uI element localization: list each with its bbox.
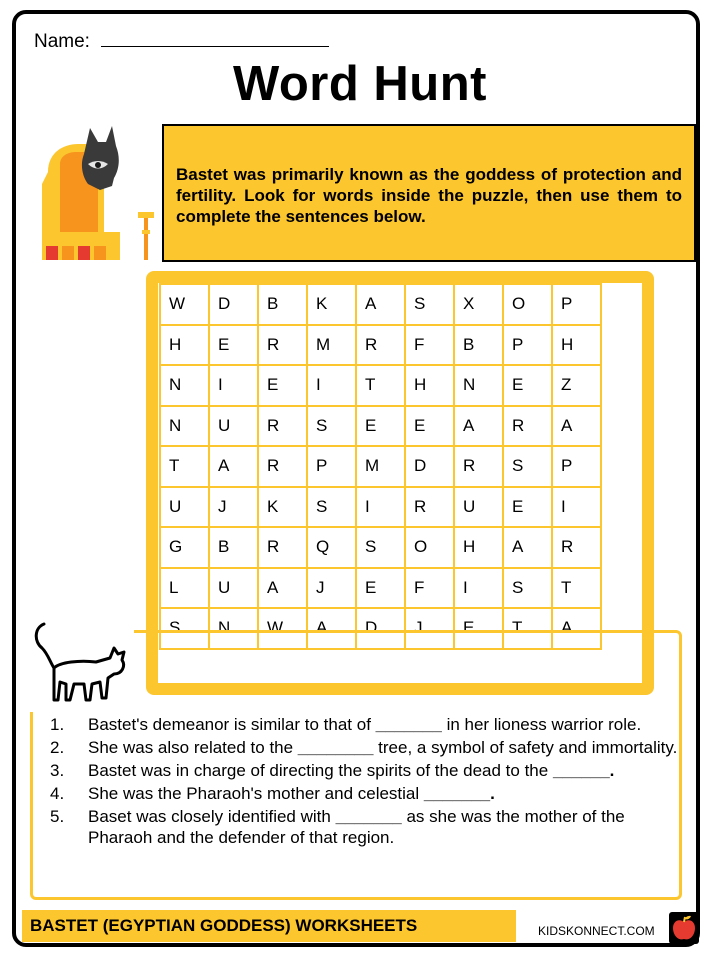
answer-blank[interactable]: _______: [423, 784, 491, 803]
grid-cell[interactable]: S: [307, 406, 356, 447]
questions-list: [50, 714, 680, 850]
grid-cell[interactable]: A: [307, 608, 356, 649]
grid-cell[interactable]: L: [160, 568, 209, 609]
grid-cell[interactable]: S: [503, 446, 552, 487]
grid-cell[interactable]: X: [454, 284, 503, 325]
question-number: 2.: [50, 738, 65, 757]
grid-cell[interactable]: A: [209, 446, 258, 487]
grid-row: [160, 365, 601, 406]
answer-blank[interactable]: _______: [375, 715, 442, 734]
grid-cell[interactable]: T: [160, 446, 209, 487]
apple-icon: [669, 912, 699, 944]
grid-cell[interactable]: S: [356, 527, 405, 568]
grid-cell[interactable]: P: [503, 325, 552, 366]
grid-cell[interactable]: O: [405, 527, 454, 568]
answer-blank[interactable]: _______: [335, 807, 402, 826]
grid-cell[interactable]: T: [552, 568, 601, 609]
grid-cell[interactable]: B: [454, 325, 503, 366]
grid-cell[interactable]: I: [552, 487, 601, 528]
question-text: Bastet's demeanor is similar to that of: [88, 715, 376, 734]
answer-blank[interactable]: ______: [552, 761, 610, 780]
question-text-end: .: [609, 761, 615, 780]
grid-cell[interactable]: U: [209, 568, 258, 609]
grid-cell[interactable]: E: [356, 568, 405, 609]
grid-cell[interactable]: R: [258, 325, 307, 366]
grid-cell[interactable]: R: [356, 325, 405, 366]
question-number: 1.: [50, 715, 65, 734]
grid-cell[interactable]: I: [356, 487, 405, 528]
grid-cell[interactable]: H: [454, 527, 503, 568]
grid-cell[interactable]: M: [356, 446, 405, 487]
grid-cell[interactable]: N: [160, 365, 209, 406]
grid-cell[interactable]: O: [503, 284, 552, 325]
question-text: She was also related to the: [88, 738, 298, 757]
intro-box: [162, 124, 696, 262]
grid-row: [160, 487, 601, 528]
grid-cell[interactable]: D: [209, 284, 258, 325]
grid-cell[interactable]: K: [307, 284, 356, 325]
grid-row: [160, 446, 601, 487]
grid-cell[interactable]: J: [405, 608, 454, 649]
grid-cell[interactable]: D: [356, 608, 405, 649]
grid-cell[interactable]: B: [258, 284, 307, 325]
grid-cell[interactable]: T: [356, 365, 405, 406]
brand-label: KIDSKONNECT.COM: [538, 924, 655, 938]
intro-text: Bastet was primarily known as the goddess of protection and fertility. Look for words inside the puzzle, then use them to complete the sentences below.: [176, 165, 682, 226]
question-item: [50, 760, 680, 781]
grid-cell[interactable]: H: [160, 325, 209, 366]
grid-cell[interactable]: R: [552, 527, 601, 568]
grid-cell[interactable]: W: [160, 284, 209, 325]
grid-cell[interactable]: N: [454, 365, 503, 406]
grid-cell[interactable]: S: [503, 568, 552, 609]
name-label: Name:: [34, 31, 90, 52]
grid-cell[interactable]: E: [503, 487, 552, 528]
grid-cell[interactable]: E: [209, 325, 258, 366]
grid-cell[interactable]: S: [307, 487, 356, 528]
grid-cell[interactable]: I: [209, 365, 258, 406]
grid-cell[interactable]: P: [307, 446, 356, 487]
question-item: [50, 806, 680, 848]
grid-cell[interactable]: P: [552, 284, 601, 325]
grid-cell[interactable]: T: [503, 608, 552, 649]
grid-cell[interactable]: J: [209, 487, 258, 528]
grid-cell[interactable]: J: [307, 568, 356, 609]
question-text-end: tree, a symbol of safety and immortality.: [373, 738, 678, 757]
grid-cell[interactable]: A: [552, 608, 601, 649]
grid-cell[interactable]: R: [258, 406, 307, 447]
question-item: [50, 714, 680, 735]
page-title: Word Hunt: [233, 57, 487, 111]
grid-cell[interactable]: K: [258, 487, 307, 528]
grid-cell[interactable]: P: [552, 446, 601, 487]
name-row: [34, 30, 329, 53]
grid-row: [160, 568, 601, 609]
grid-cell[interactable]: D: [405, 446, 454, 487]
question-text: Baset was closely identified with: [88, 807, 336, 826]
grid-cell[interactable]: N: [209, 608, 258, 649]
question-text-end: as she was the mother of the Pharaoh and the defender of that region.: [88, 807, 625, 847]
grid-cell[interactable]: U: [160, 487, 209, 528]
grid-cell[interactable]: N: [160, 406, 209, 447]
grid-cell[interactable]: Z: [552, 365, 601, 406]
cat-icon: [30, 618, 134, 712]
grid-cell[interactable]: M: [307, 325, 356, 366]
grid-row: [160, 284, 601, 325]
answer-blank[interactable]: ________: [297, 738, 374, 757]
grid-cell[interactable]: R: [454, 446, 503, 487]
goddess-illustration: [38, 124, 162, 264]
grid-cell[interactable]: S: [160, 608, 209, 649]
question-text: She was the Pharaoh's mother and celestial: [88, 784, 424, 803]
grid-cell[interactable]: A: [356, 284, 405, 325]
word-search-grid: [159, 283, 602, 650]
grid-cell[interactable]: B: [209, 527, 258, 568]
grid-cell[interactable]: Q: [307, 527, 356, 568]
question-number: 3.: [50, 761, 65, 780]
grid-cell[interactable]: R: [258, 446, 307, 487]
grid-cell[interactable]: E: [503, 365, 552, 406]
grid-cell[interactable]: R: [405, 487, 454, 528]
grid-cell[interactable]: F: [405, 325, 454, 366]
question-item: [50, 737, 680, 758]
grid-cell[interactable]: I: [307, 365, 356, 406]
grid-cell[interactable]: E: [356, 406, 405, 447]
grid-cell[interactable]: U: [209, 406, 258, 447]
grid-cell[interactable]: R: [258, 527, 307, 568]
grid-cell[interactable]: W: [258, 608, 307, 649]
cat-icon-area: [30, 618, 134, 712]
grid-row: [160, 527, 601, 568]
question-number: 5.: [50, 807, 65, 826]
grid-cell[interactable]: A: [552, 406, 601, 447]
grid-cell[interactable]: I: [454, 568, 503, 609]
grid-cell[interactable]: G: [160, 527, 209, 568]
grid-cell[interactable]: E: [405, 406, 454, 447]
grid-cell[interactable]: H: [405, 365, 454, 406]
question-text: Bastet was in charge of directing the spirits of the dead to the: [88, 761, 553, 780]
grid-cell[interactable]: A: [454, 406, 503, 447]
grid-cell[interactable]: U: [454, 487, 503, 528]
question-text-end: .: [490, 784, 495, 803]
grid-row: [160, 406, 601, 447]
question-text-end: in her lioness warrior role.: [441, 715, 642, 734]
grid-cell[interactable]: E: [454, 608, 503, 649]
footer-title: BASTET (EGYPTIAN GODDESS) WORKSHEETS: [22, 910, 516, 942]
grid-cell[interactable]: E: [258, 365, 307, 406]
question-number: 4.: [50, 784, 65, 803]
grid-cell[interactable]: R: [503, 406, 552, 447]
grid-cell[interactable]: H: [552, 325, 601, 366]
grid-cell[interactable]: S: [405, 284, 454, 325]
grid-row: [160, 325, 601, 366]
grid-cell[interactable]: A: [258, 568, 307, 609]
grid-cell[interactable]: A: [503, 527, 552, 568]
question-item: [50, 783, 680, 804]
name-input-line[interactable]: [101, 30, 329, 47]
grid-cell[interactable]: F: [405, 568, 454, 609]
